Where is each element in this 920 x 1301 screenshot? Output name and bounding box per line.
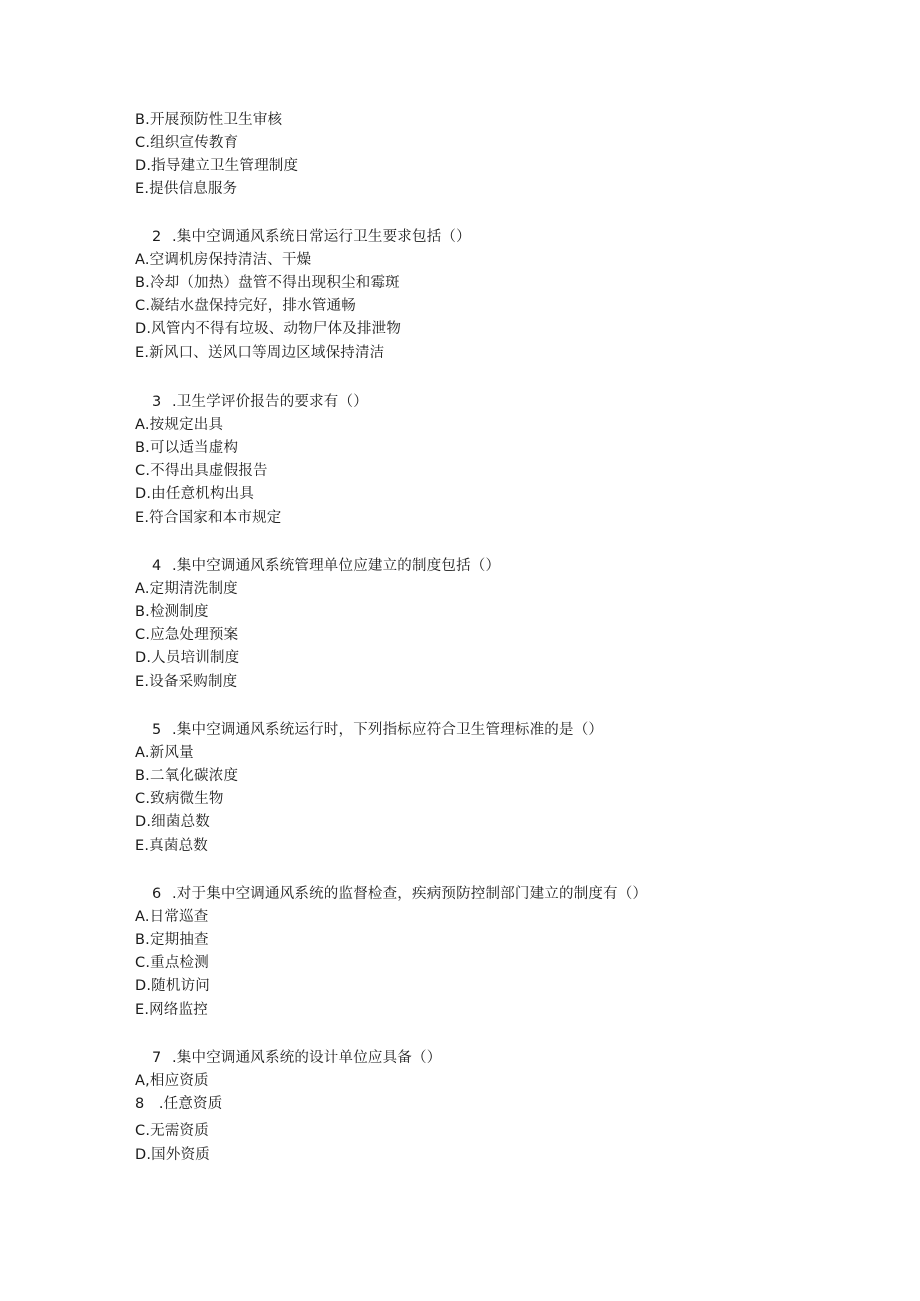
answer-option: A,相应资质 <box>135 1073 209 1089</box>
question-text: .集中空调通风系统管理单位应建立的制度包括（） <box>172 558 501 574</box>
answer-option: B.检测制度 <box>135 604 209 620</box>
question-number: 4 <box>152 558 162 574</box>
answer-option: D.指导建立卫生管理制度 <box>135 158 299 174</box>
answer-option: A.日常巡查 <box>135 909 209 925</box>
answer-option: C.重点检测 <box>135 955 209 971</box>
question-stem <box>152 227 471 247</box>
question-number: 6 <box>152 886 162 902</box>
question-stem <box>152 392 368 412</box>
question-text: .对于集中空调通风系统的监督检查，疾病预防控制部门建立的制度有（） <box>172 886 648 902</box>
question-text: .集中空调通风系统日常运行卫生要求包括（） <box>172 229 471 245</box>
answer-option: D.人员培训制度 <box>135 650 240 666</box>
answer-option: E.真菌总数 <box>135 838 208 854</box>
answer-option: E.设备采购制度 <box>135 674 238 690</box>
answer-option: D.随机访问 <box>135 978 210 994</box>
answer-option: D.国外资质 <box>135 1147 210 1163</box>
answer-option: A.按规定出具 <box>135 417 224 433</box>
question-stem <box>152 884 647 904</box>
answer-option: C.不得出具虚假报告 <box>135 463 268 479</box>
answer-option: E.新风口、送风口等周边区域保持清洁 <box>135 345 385 361</box>
answer-option: D.风管内不得有垃圾、动物尸体及排泄物 <box>135 321 402 337</box>
question-number: 5 <box>152 722 162 738</box>
answer-option: B.冷却（加热）盘管不得出现积尘和霉斑 <box>135 275 400 291</box>
answer-option: A.定期清洗制度 <box>135 581 238 597</box>
question-text: .集中空调通风系统的设计单位应具备（） <box>172 1050 442 1066</box>
question-stem <box>152 556 500 576</box>
question-stem <box>152 720 603 740</box>
answer-option: A.新风量 <box>135 745 194 761</box>
answer-option: B.二氧化碳浓度 <box>135 768 239 784</box>
answer-option: D.由任意机构出具 <box>135 486 255 502</box>
answer-option: 8 .任意资质 <box>135 1096 223 1112</box>
answer-option: B.可以适当虚构 <box>135 440 239 456</box>
answer-option: E.提供信息服务 <box>135 181 238 197</box>
question-number: 7 <box>152 1050 162 1066</box>
answer-option: E.网络监控 <box>135 1002 208 1018</box>
question-number: 2 <box>152 229 162 245</box>
answer-option: C.组织宣传教育 <box>135 135 239 151</box>
question-stem <box>152 1048 441 1068</box>
answer-option: C.凝结水盘保持完好，排水管通畅 <box>135 298 356 314</box>
question-text: .集中空调通风系统运行时，下列指标应符合卫生管理标准的是（） <box>172 722 604 738</box>
question-text: .卫生学评价报告的要求有（） <box>172 394 368 410</box>
answer-option: C.应急处理预案 <box>135 627 239 643</box>
answer-option: E.符合国家和本市规定 <box>135 510 282 526</box>
answer-option: C.致病微生物 <box>135 791 224 807</box>
question-number: 3 <box>152 394 162 410</box>
answer-option: B.定期抽查 <box>135 932 209 948</box>
answer-option: D.细菌总数 <box>135 814 210 830</box>
answer-option: A.空调机房保持清洁、干燥 <box>135 252 312 268</box>
answer-option: C.无需资质 <box>135 1123 209 1139</box>
answer-option: B.开展预防性卫生审核 <box>135 112 283 128</box>
